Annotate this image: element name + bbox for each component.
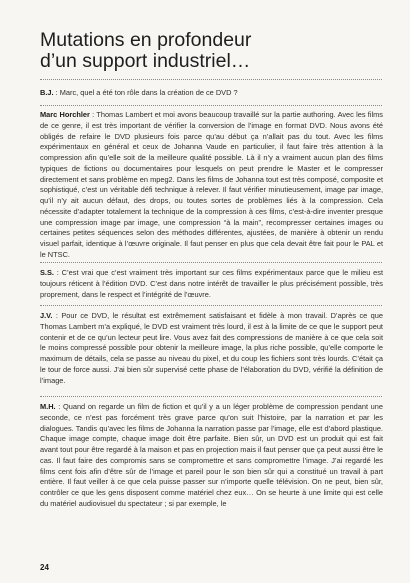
paragraph-mh [40,402,383,510]
page-number: 24 [40,563,49,572]
divider [40,396,382,397]
paragraph-text: : Quand on regarde un film de fiction et qu’il y a un léger problème de compression pendant une seconde, ce n’est pas forcément très grave parce qu’on suit l’histoire, par la narration et par les dialogues. Tandis qu’avec les films de Johanna la narration passe par l’image, elle est d’abord plastique. Chaque image compte, chaque image doit être parfaite. Bien sûr, un DVD est un produit qui est fait avant tout pour être regardé à la maison et pas en projection mais il faut penser que ça peut aussi être le cas. Il faut faire des compromis sans se compromettre et sans compromettre l’image. J’ai regardé les films cent fois afin d’être sûr de l’image et pareil pour le son bien sûr qui a constitué un travail à part entière. Il faut veiller à ce que cela puisse passer sur n’importe quelle télévision. On ne peut, bien sûr, contrôler ce que les gens disposent comme matériel chez eux… On se heurte à une limite qui est celle du matériel audiovisuel du spectateur ; si par exemple, le [40,402,383,508]
speaker-name: M.H. [40,402,56,411]
divider [40,79,382,80]
paragraph-text: : C’est vrai que c’est vraiment très important sur ces films expérimentaux parce que le milieu est toujours réticent à l’édition DVD. C’est dans notre intérêt de travailler le plus précisément possible, très proprement, dans le respect et l’intégrité de l’œuvre. [40,268,383,299]
speaker-name: B.J. [40,88,54,97]
paragraph-text: : Pour ce DVD, le résultat est extrêmement satisfaisant et fidèle à mon travail. D’après ce que Thomas Lambert m’a expliqué, le DVD est vraiment très lourd, il est à la limite de ce que le support peut contenir et de ce qu’un lecteur peut lire. Vous avez fait des compressions de manière à ce que cela soit le moins compressé possible pour obtenir la meilleure image, la plus riche possible, qu’elle comporte le maximum de détails, cela se passe au niveau du pixel, et du coup les fichiers sont très lourds. C’était ça le tour de force aussi. J’ai bien sûr supervisé cette phase de l’élaboration du DVD, vérifié la définition de l’image. [40,311,383,385]
paragraph-marc-horchler [40,110,383,261]
paragraph-jv [40,311,383,386]
paragraph-ss [40,268,383,300]
paragraph-text: : Thomas Lambert et moi avons beaucoup travaillé sur la partie authoring. Avec les films de ce genre, il est très important de vérifier la conversion de l’image en format DVD. Nous avons été obligés de refaire le DVD plusieurs fois parce qu’au début ça n’allait pas du tout. Avec les films expérimentaux en général et ceux de Johanna Vaude en particulier, il faut faire très attention à la compression afin qu’elle soit de la meilleure qualité possible. Là il n’y a vraiment aucun plan des films typiques de fictions ou documentaires pour lesquels on peut prendre le Master et le compresser directement et sans problème en mpeg2. Dans les films de Johanna tout est très composé, composite et sophistiqué, c’est un véritable défi technique à relever. Il faut vérifier minutieusement, image par image, qu’il n’y ait aucun défaut, des drops, ou toutes sortes de problèmes liés à la compression. Cela nécessite d’adapter totalement la technique de la compression à ces films, c’est-à-dire inventer presque une compression image par image, une compression “à la main”, recompresser certaines images ou certaines petites séquences selon des méthodes différentes, ajustées, de manière à obtenir un rendu visuel parfait, identique à l’œuvre originale. Il faut penser en plus que cela devait être fait pour le PAL et le NTSC. [40,110,383,259]
paragraph-bj [40,88,383,99]
page-title [40,30,380,72]
speaker-name: S.S. [40,268,54,277]
divider [40,105,382,106]
title-line-2: d’un support industriel… [40,50,251,72]
speaker-name: J.V. [40,311,53,320]
speaker-name: Marc Horchler [40,110,90,119]
divider [40,262,382,263]
paragraph-text: : Marc, quel a été ton rôle dans la création de ce DVD ? [53,88,238,97]
title-line-1: Mutations en profondeur [40,29,252,51]
divider [40,305,382,306]
